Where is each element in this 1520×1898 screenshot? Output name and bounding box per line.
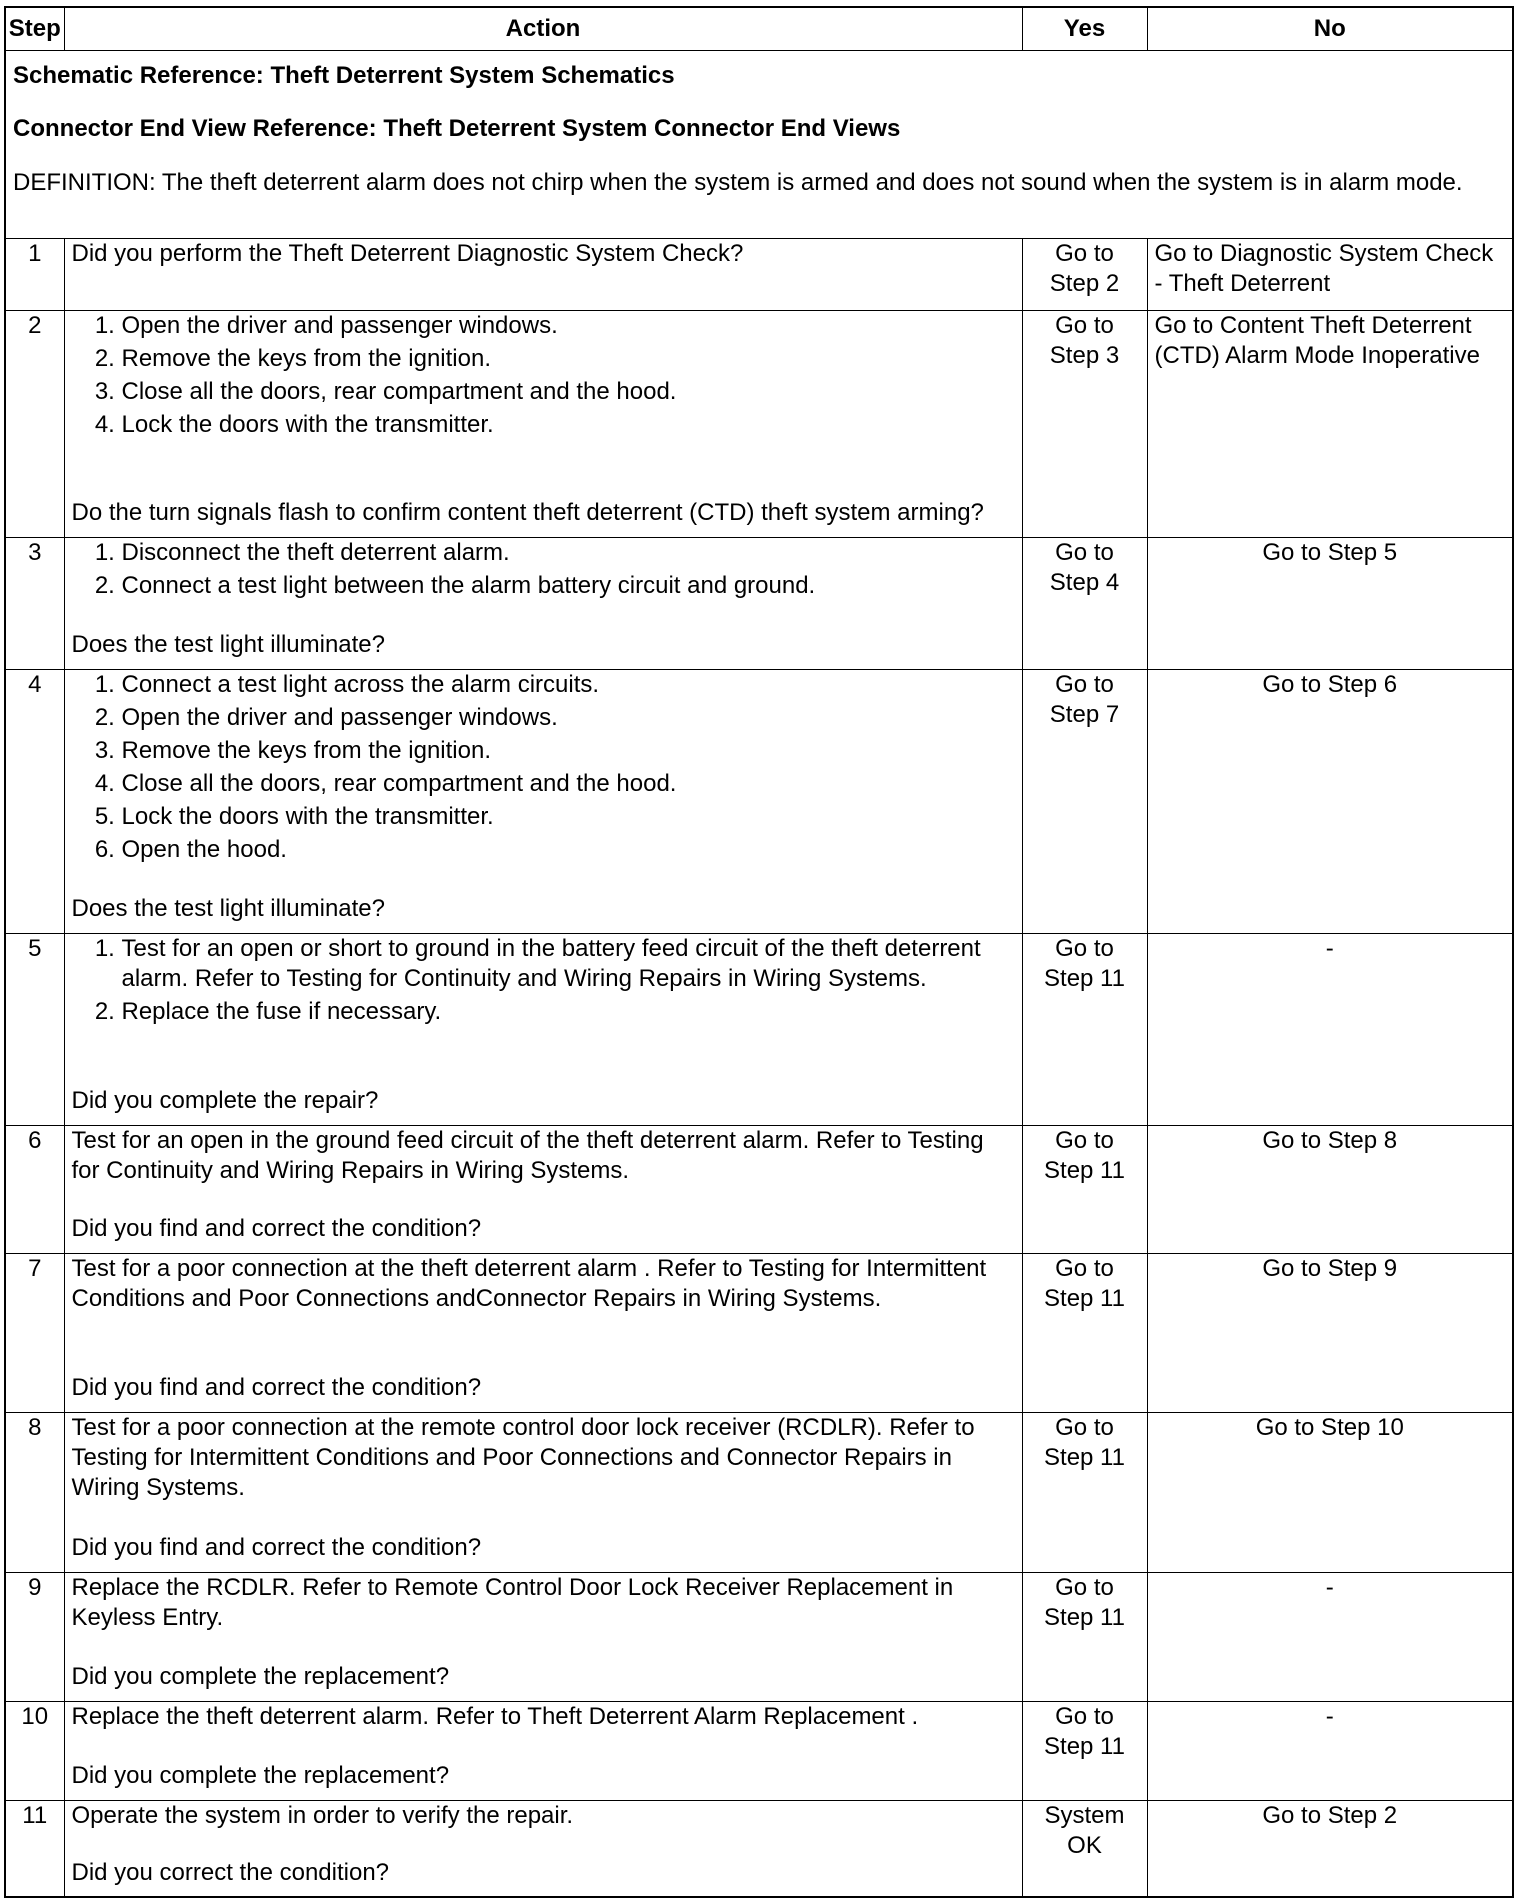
step-number: 10 — [5, 1701, 64, 1800]
action-text: Operate the system in order to verify the repair. — [71, 1801, 574, 1829]
procedure-list — [72, 934, 1015, 1027]
definition-text: DEFINITION: The theft deterrent alarm does not chirp when the system is armed and does not sound when the system is in alarm mode. — [5, 158, 1513, 238]
action-text: Test for an open in the ground feed circuit of the theft deterrent alarm. Refer to Testing for Continuity and Wiring Repairs in Wiring Systems. — [71, 1126, 984, 1184]
step-question: Does the test light illuminate? — [71, 630, 385, 658]
procedure-step: 2. Remove the keys from the ignition. — [122, 344, 1015, 374]
procedure-step: 4. Close all the doors, rear compartment and the hood. — [122, 769, 1015, 799]
table-header-row — [5, 7, 1513, 50]
yes-result: Go to Step 11 — [1022, 1125, 1147, 1253]
procedure-step: 3. Close all the doors, rear compartment and the hood. — [122, 377, 1015, 407]
step-action — [64, 669, 1022, 933]
procedure-step: 5. Lock the doors with the transmitter. — [122, 802, 1015, 832]
step-number: 11 — [5, 1800, 64, 1897]
step-number: 7 — [5, 1253, 64, 1412]
table-row — [5, 1412, 1513, 1572]
step-number: 9 — [5, 1572, 64, 1701]
header-no: No — [1147, 7, 1513, 50]
step-action — [64, 537, 1022, 669]
procedure-step: 4. Lock the doors with the transmitter. — [122, 410, 1015, 440]
no-result: Go to Step 8 — [1147, 1125, 1513, 1253]
step-action — [64, 933, 1022, 1125]
step-number: 8 — [5, 1412, 64, 1572]
yes-result: Go to Step 4 — [1022, 537, 1147, 669]
header-step: Step — [5, 7, 64, 50]
step-action — [64, 1125, 1022, 1253]
table-row — [5, 669, 1513, 933]
header-action: Action — [64, 7, 1022, 50]
definition-row — [5, 158, 1513, 238]
no-result: Go to Diagnostic System Check - Theft Deterrent — [1147, 238, 1513, 310]
action-text: Test for a poor connection at the theft deterrent alarm . Refer to Testing for Intermittent Conditions and Poor Connections andConnector Repairs in Wiring Systems. — [71, 1254, 987, 1312]
action-text: Test for a poor connection at the remote control door lock receiver (RCDLR). Refer to Testing for Intermittent Conditions and Poor Connections and Connector Repairs in Wiring Systems. — [71, 1413, 975, 1501]
no-result: Go to Step 10 — [1147, 1412, 1513, 1572]
action-text: Replace the RCDLR. Refer to Remote Control Door Lock Receiver Replacement in Keyless Entry. — [71, 1573, 954, 1631]
step-number: 5 — [5, 933, 64, 1125]
table-row — [5, 1701, 1513, 1800]
yes-result: Go to Step 11 — [1022, 1572, 1147, 1701]
action-text: Replace the theft deterrent alarm. Refer to Theft Deterrent Alarm Replacement . — [71, 1702, 919, 1730]
no-result: - — [1147, 1701, 1513, 1800]
procedure-step: 1. Connect a test light across the alarm circuits. — [122, 670, 1015, 700]
no-result: Go to Step 9 — [1147, 1253, 1513, 1412]
yes-result: Go to Step 11 — [1022, 933, 1147, 1125]
table-row — [5, 1800, 1513, 1897]
step-question: Did you find and correct the condition? — [71, 1533, 482, 1561]
no-result: - — [1147, 933, 1513, 1125]
table-row — [5, 310, 1513, 537]
connector-reference: Connector End View Reference: Theft Deterrent System Connector End Views — [5, 104, 1513, 158]
step-action — [64, 1701, 1022, 1800]
procedure-step: 2. Replace the fuse if necessary. — [122, 997, 1015, 1027]
step-number: 3 — [5, 537, 64, 669]
table-row — [5, 1253, 1513, 1412]
table-row — [5, 1572, 1513, 1701]
yes-result: Go to Step 11 — [1022, 1701, 1147, 1800]
step-number: 2 — [5, 310, 64, 537]
connector-reference-row — [5, 104, 1513, 158]
step-action — [64, 1253, 1022, 1412]
step-rows — [5, 238, 1513, 1897]
schematic-reference: Schematic Reference: Theft Deterrent System Schematics — [5, 50, 1513, 104]
table-row — [5, 933, 1513, 1125]
step-number: 1 — [5, 238, 64, 310]
header-yes: Yes — [1022, 7, 1147, 50]
procedure-step: 1. Disconnect the theft deterrent alarm. — [122, 538, 1015, 568]
table-row — [5, 1125, 1513, 1253]
procedure-step: 1. Open the driver and passenger windows. — [122, 311, 1015, 341]
diagnostic-page — [4, 6, 1512, 1886]
procedure-step: 3. Remove the keys from the ignition. — [122, 736, 1015, 766]
schematic-reference-row — [5, 50, 1513, 104]
yes-result: System OK — [1022, 1800, 1147, 1897]
procedure-step: 1. Test for an open or short to ground in the battery feed circuit of the theft deterrent alarm. Refer to Testing for Continuity and Wiring Repairs in Wiring Systems. — [122, 934, 1015, 994]
yes-result: Go to Step 11 — [1022, 1412, 1147, 1572]
step-action — [64, 1412, 1022, 1572]
step-question: Did you find and correct the condition? — [71, 1214, 482, 1242]
step-question: Does the test light illuminate? — [71, 894, 385, 922]
step-number: 4 — [5, 669, 64, 933]
procedure-list — [72, 311, 1015, 440]
table-row — [5, 238, 1513, 310]
no-result: Go to Step 6 — [1147, 669, 1513, 933]
step-question: Did you complete the replacement? — [71, 1662, 450, 1690]
yes-result: Go to Step 2 — [1022, 238, 1147, 310]
step-action — [64, 238, 1022, 310]
procedure-step: 6. Open the hood. — [122, 835, 1015, 865]
action-text: Did you perform the Theft Deterrent Diagnostic System Check? — [71, 239, 744, 267]
step-question: Did you complete the repair? — [71, 1086, 379, 1114]
no-result: Go to Step 5 — [1147, 537, 1513, 669]
step-question: Do the turn signals flash to confirm content theft deterrent (CTD) theft system arming? — [71, 498, 984, 526]
table-row — [5, 537, 1513, 669]
yes-result: Go to Step 3 — [1022, 310, 1147, 537]
no-result: Go to Content Theft Deterrent (CTD) Alarm Mode Inoperative — [1147, 310, 1513, 537]
step-action — [64, 1572, 1022, 1701]
diagnostic-table — [4, 6, 1514, 1898]
procedure-step: 2. Open the driver and passenger windows. — [122, 703, 1015, 733]
yes-result: Go to Step 11 — [1022, 1253, 1147, 1412]
no-result: - — [1147, 1572, 1513, 1701]
yes-result: Go to Step 7 — [1022, 669, 1147, 933]
procedure-list — [72, 670, 1015, 865]
no-result: Go to Step 2 — [1147, 1800, 1513, 1897]
step-action — [64, 1800, 1022, 1897]
procedure-step: 2. Connect a test light between the alarm battery circuit and ground. — [122, 571, 1015, 601]
step-question: Did you complete the replacement? — [71, 1761, 450, 1789]
step-question: Did you find and correct the condition? — [71, 1373, 482, 1401]
step-action — [64, 310, 1022, 537]
step-question: Did you correct the condition? — [71, 1858, 390, 1886]
procedure-list — [72, 538, 1015, 601]
step-number: 6 — [5, 1125, 64, 1253]
